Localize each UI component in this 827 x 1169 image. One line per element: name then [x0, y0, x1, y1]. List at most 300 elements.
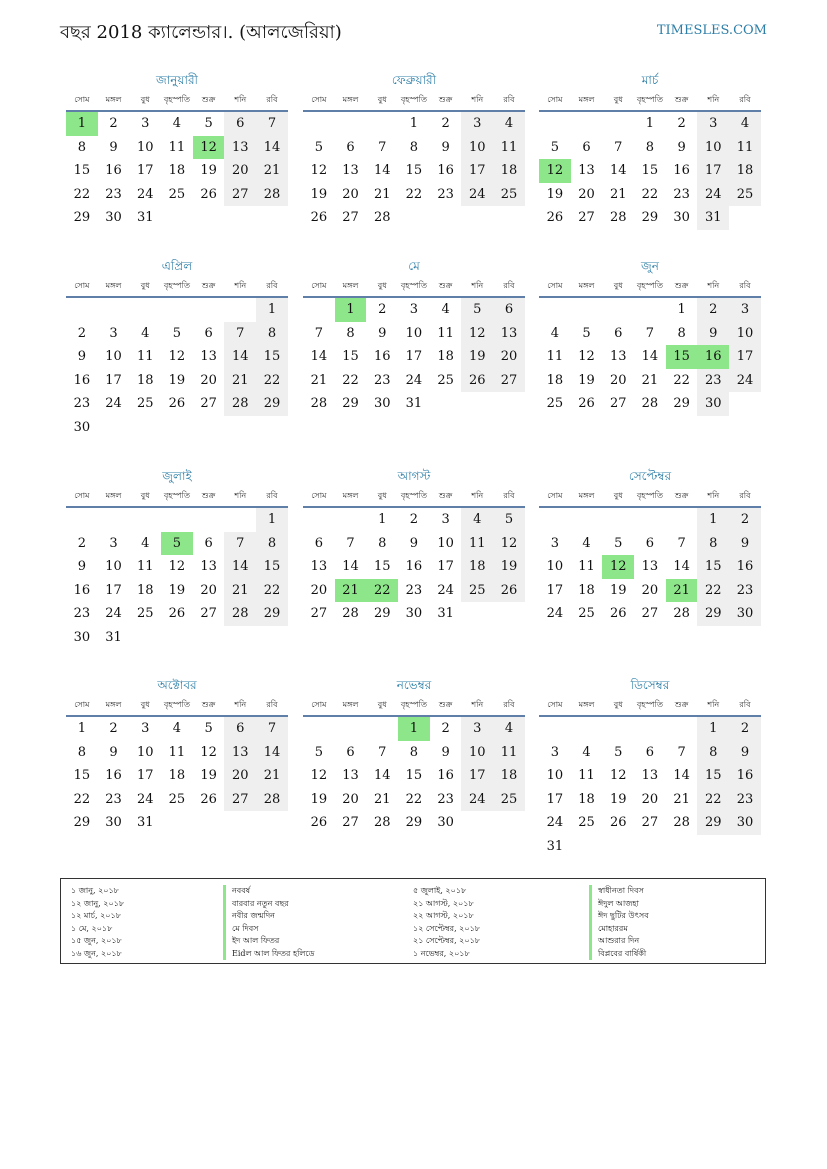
site-link[interactable]: TIMESLES.COM	[656, 23, 767, 38]
weekday-header	[66, 695, 288, 717]
day-cell: 18	[546, 372, 564, 388]
day-cell: 16	[405, 559, 423, 574]
week-row	[303, 345, 525, 369]
day-cell: 19	[493, 555, 525, 579]
legend-date: ১৬ জুন, ২০১৮	[71, 948, 122, 958]
day-cell: 4	[172, 116, 182, 131]
day-cell: 22	[73, 791, 91, 807]
weekday-label: সোম	[311, 280, 327, 290]
week-row	[66, 764, 288, 788]
weekday-label: মঙ্গল	[105, 94, 122, 104]
weekday-label: শুক্র	[438, 699, 453, 709]
day-cell: 12	[602, 555, 634, 579]
weekday-label: শনি	[234, 699, 247, 709]
day-cell: 27	[342, 210, 359, 225]
empty-cell	[461, 602, 493, 626]
week-row	[303, 298, 525, 322]
week-row	[303, 136, 525, 160]
day-cell: 16	[437, 768, 454, 783]
empty-cell	[602, 112, 634, 136]
day-cell: 29	[73, 210, 91, 225]
day-cell: 1	[398, 717, 430, 741]
empty-cell	[161, 811, 193, 835]
day-cell: 2	[677, 116, 686, 131]
weekday-label: বৃহস্পতি	[163, 94, 190, 104]
empty-cell	[193, 811, 225, 835]
day-cell: 7	[677, 535, 686, 551]
day-cell: 20	[224, 764, 256, 788]
weekday-label: শনি	[707, 490, 720, 500]
day-cell: 31	[437, 606, 454, 621]
day-cell: 9	[409, 535, 419, 551]
week-row	[66, 322, 288, 346]
day-cell: 9	[697, 322, 729, 346]
day-cell: 15	[256, 345, 288, 369]
weekday-label: বুধ	[613, 94, 623, 104]
empty-cell	[493, 811, 525, 835]
day-cell: 29	[697, 602, 729, 626]
day-cell: 2	[697, 298, 729, 322]
weekday-label: শনি	[707, 280, 720, 290]
day-cell: 11	[437, 325, 454, 341]
day-cell: 27	[578, 210, 595, 225]
week-row	[539, 741, 761, 765]
week-row	[66, 741, 288, 765]
day-cell: 12	[200, 744, 217, 760]
day-cell: 3	[729, 298, 761, 322]
week-row	[303, 322, 525, 346]
legend-date: ১ জানু, ২০১৮	[71, 886, 119, 895]
day-cell: 3	[109, 535, 118, 551]
day-cell: 23	[729, 788, 761, 812]
day-cell: 24	[136, 186, 154, 202]
day-cell: 18	[578, 791, 595, 807]
day-cell: 6	[314, 535, 323, 551]
legend-holiday: নবীর জন্মদিন	[223, 910, 315, 923]
weekday-label: সোম	[74, 94, 90, 104]
month-title: আগস্ট	[397, 469, 431, 483]
weekday-label: শনি	[471, 94, 484, 104]
month-title: অক্টোবর	[157, 678, 197, 692]
day-cell: 19	[310, 186, 328, 202]
day-cell: 15	[697, 555, 729, 579]
day-cell: 5	[161, 532, 193, 556]
day-cell: 4	[582, 535, 591, 551]
day-cell: 22	[366, 579, 398, 603]
day-cell: 24	[546, 606, 564, 621]
legend-holiday: Eidল আল ফিতর হলিডে	[223, 948, 315, 961]
day-cell: 10	[105, 349, 122, 364]
legend-holiday: নববর্ষ	[223, 885, 315, 898]
weekday-header	[66, 486, 288, 508]
weekday-label: বুধ	[377, 490, 387, 500]
weekday-label: শুক্র	[438, 280, 453, 290]
empty-cell	[461, 811, 493, 835]
day-cell: 23	[673, 186, 690, 202]
day-cell: 11	[168, 139, 186, 155]
weekday-label: বুধ	[613, 280, 623, 290]
day-cell: 4	[141, 325, 150, 341]
empty-cell	[571, 112, 603, 136]
weekday-label: বৃহস্পতি	[636, 699, 663, 709]
day-cell: 29	[673, 396, 690, 411]
day-cell: 19	[200, 768, 217, 783]
empty-cell	[602, 298, 634, 322]
day-cell: 16	[73, 582, 91, 598]
day-cell: 16	[673, 163, 690, 178]
month-title: মার্চ	[641, 73, 659, 87]
day-cell: 9	[441, 139, 450, 155]
week-row	[539, 183, 761, 207]
day-cell: 28	[641, 396, 659, 411]
day-cell: 27	[641, 606, 659, 621]
day-cell: 21	[373, 791, 391, 807]
day-cell: 3	[109, 325, 118, 341]
day-cell: 24	[405, 372, 423, 388]
day-cell: 18	[578, 582, 595, 598]
day-cell: 16	[697, 345, 729, 369]
empty-cell	[193, 206, 225, 230]
day-cell: 8	[256, 532, 288, 556]
weekday-label: রবি	[503, 699, 515, 709]
week-row	[539, 392, 761, 416]
day-cell: 8	[409, 744, 419, 760]
day-cell: 22	[256, 579, 288, 603]
day-cell: 20	[200, 582, 217, 598]
day-cell: 26	[461, 369, 493, 393]
empty-cell	[303, 508, 335, 532]
weekday-header	[66, 90, 288, 112]
empty-cell	[224, 298, 256, 322]
day-cell: 4	[493, 112, 525, 136]
day-cell: 30	[437, 815, 454, 830]
day-cell: 10	[437, 535, 454, 551]
weekday-label: শুক্র	[201, 699, 216, 709]
day-cell: 28	[224, 392, 256, 416]
day-cell: 2	[441, 721, 450, 736]
legend-right-names	[589, 885, 649, 960]
day-cell: 6	[224, 717, 256, 741]
day-cell: 2	[729, 717, 761, 741]
day-cell: 28	[256, 788, 288, 812]
weekday-label: সোম	[547, 280, 563, 290]
week-row	[66, 206, 288, 230]
day-cell: 8	[256, 322, 288, 346]
week-row	[66, 345, 288, 369]
empty-cell	[129, 416, 161, 440]
day-cell: 7	[256, 112, 288, 136]
empty-cell	[430, 206, 462, 230]
day-cell: 15	[256, 555, 288, 579]
day-cell: 27	[641, 815, 659, 830]
day-cell: 22	[342, 372, 359, 388]
weekday-label: বুধ	[140, 490, 150, 500]
day-cell: 27	[493, 369, 525, 393]
weekday-label: মঙ্গল	[342, 280, 359, 290]
month-title: জুলাই	[162, 469, 192, 483]
day-cell: 6	[346, 139, 355, 155]
weekday-label: বৃহস্পতি	[636, 94, 663, 104]
day-cell: 10	[546, 768, 564, 783]
day-cell: 25	[461, 579, 493, 603]
legend-right-dates	[413, 885, 480, 960]
weekday-label: মঙ্গল	[342, 699, 359, 709]
day-cell: 3	[461, 717, 493, 741]
day-cell: 13	[310, 559, 328, 574]
day-cell: 25	[136, 606, 154, 621]
day-cell: 2	[77, 325, 86, 341]
month-calendar	[539, 468, 761, 626]
day-cell: 25	[729, 183, 761, 207]
day-cell: 17	[136, 163, 154, 178]
day-cell: 18	[136, 372, 154, 388]
weekday-label: শুক্র	[674, 699, 689, 709]
day-cell: 10	[697, 136, 729, 160]
day-cell: 2	[109, 116, 118, 131]
weekday-label: বৃহস্পতি	[400, 280, 427, 290]
empty-cell	[571, 717, 603, 741]
weekday-label: বুধ	[377, 94, 387, 104]
day-cell: 22	[641, 186, 659, 202]
day-cell: 9	[378, 325, 387, 341]
empty-cell	[366, 112, 398, 136]
day-cell: 12	[609, 768, 627, 783]
day-cell: 15	[666, 345, 698, 369]
day-cell: 4	[441, 302, 450, 317]
day-cell: 23	[73, 396, 91, 411]
day-cell: 28	[373, 210, 391, 225]
day-cell: 17	[105, 582, 122, 598]
month-calendar	[66, 468, 288, 649]
day-cell: 30	[73, 629, 91, 645]
empty-cell	[161, 508, 193, 532]
empty-cell	[634, 835, 666, 859]
day-cell: 7	[614, 139, 623, 155]
day-cell: 26	[609, 815, 627, 830]
day-cell: 13	[224, 741, 256, 765]
day-cell: 20	[578, 186, 595, 202]
day-cell: 11	[136, 559, 154, 574]
month-calendar	[66, 72, 288, 230]
weekday-label: শনি	[234, 280, 247, 290]
day-cell: 20	[224, 159, 256, 183]
week-row	[303, 532, 525, 556]
weekday-label: শনি	[234, 490, 247, 500]
weekday-label: বুধ	[613, 699, 623, 709]
weekday-header	[66, 276, 288, 298]
week-row	[66, 369, 288, 393]
day-cell: 7	[224, 322, 256, 346]
empty-cell	[98, 416, 130, 440]
month-calendar	[303, 258, 525, 416]
day-cell: 28	[256, 183, 288, 207]
day-cell: 26	[546, 210, 564, 225]
weekday-label: রবি	[266, 94, 278, 104]
weekday-label: মঙ্গল	[578, 699, 595, 709]
day-cell: 21	[673, 791, 690, 807]
day-cell: 6	[224, 112, 256, 136]
day-cell: 11	[168, 744, 186, 760]
day-cell: 24	[105, 396, 122, 411]
weekday-label: শনি	[707, 699, 720, 709]
day-cell: 1	[256, 508, 288, 532]
weekday-label: রবি	[503, 490, 515, 500]
day-cell: 23	[729, 579, 761, 603]
month-title: ফেব্রুয়ারী	[391, 73, 437, 87]
day-cell: 11	[493, 741, 525, 765]
day-cell: 7	[677, 744, 686, 760]
holiday-legend	[60, 878, 766, 964]
day-cell: 13	[342, 768, 359, 783]
week-row	[539, 811, 761, 835]
empty-cell	[129, 626, 161, 650]
weekday-label: বৃহস্পতি	[400, 94, 427, 104]
week-row	[303, 717, 525, 741]
empty-cell	[493, 392, 525, 416]
day-cell: 23	[73, 606, 91, 621]
week-row	[539, 298, 761, 322]
week-row	[66, 555, 288, 579]
day-cell: 23	[437, 791, 454, 807]
empty-cell	[161, 298, 193, 322]
day-cell: 5	[314, 139, 323, 155]
day-cell: 13	[641, 559, 659, 574]
empty-cell	[697, 835, 729, 859]
day-cell: 8	[77, 139, 86, 155]
day-cell: 2	[441, 116, 450, 131]
weekday-label: শুক্র	[674, 94, 689, 104]
day-cell: 16	[73, 372, 91, 388]
legend-holiday: বিপ্লবের বার্ষিকী	[589, 948, 649, 961]
day-cell: 30	[729, 602, 761, 626]
legend-left-names	[223, 885, 315, 960]
day-cell: 23	[405, 582, 423, 598]
weekday-label: বৃহস্পতি	[163, 490, 190, 500]
day-cell: 20	[200, 372, 217, 388]
day-cell: 21	[373, 186, 391, 202]
day-cell: 15	[697, 764, 729, 788]
month-title: সেপ্টেম্বর	[628, 469, 672, 483]
day-cell: 25	[546, 396, 564, 411]
day-cell: 26	[609, 606, 627, 621]
day-cell: 1	[66, 112, 98, 136]
week-row	[303, 159, 525, 183]
day-cell: 4	[582, 744, 591, 760]
weekday-label: মঙ্গল	[342, 94, 359, 104]
week-row	[539, 112, 761, 136]
day-cell: 18	[437, 349, 454, 364]
day-cell: 30	[697, 392, 729, 416]
day-cell: 5	[550, 139, 559, 155]
day-cell: 6	[614, 325, 623, 341]
day-cell: 3	[697, 112, 729, 136]
legend-date: ১ নভেম্বর, ২০১৮	[413, 948, 470, 958]
empty-cell	[729, 392, 761, 416]
day-cell: 16	[437, 163, 454, 178]
day-cell: 14	[641, 349, 659, 364]
month-calendar	[303, 468, 525, 626]
weekday-label: রবি	[739, 699, 751, 709]
day-cell: 9	[441, 744, 450, 760]
week-row	[66, 183, 288, 207]
day-cell: 14	[256, 741, 288, 765]
legend-holiday: ঈদুল আজহা	[589, 898, 649, 911]
weekday-label: বৃহস্পতি	[636, 280, 663, 290]
day-cell: 27	[310, 606, 328, 621]
day-cell: 10	[136, 139, 154, 155]
day-cell: 17	[405, 349, 423, 364]
day-cell: 6	[204, 325, 213, 341]
day-cell: 2	[109, 721, 118, 736]
empty-cell	[666, 508, 698, 532]
weekday-header	[539, 276, 761, 298]
day-cell: 11	[729, 136, 761, 160]
empty-cell	[461, 206, 493, 230]
day-cell: 11	[136, 349, 154, 364]
weekday-label: শুক্র	[674, 490, 689, 500]
day-cell: 12	[578, 349, 595, 364]
day-cell: 24	[729, 369, 761, 393]
empty-cell	[539, 508, 571, 532]
legend-date: ১২ মার্চ, ২০১৮	[71, 911, 121, 920]
empty-cell	[335, 508, 367, 532]
empty-cell	[193, 416, 225, 440]
day-cell: 14	[373, 768, 391, 783]
month-calendar	[303, 677, 525, 835]
day-cell: 29	[697, 811, 729, 835]
week-row	[539, 555, 761, 579]
day-cell: 17	[437, 559, 454, 574]
day-cell: 29	[256, 602, 288, 626]
day-cell: 30	[105, 210, 122, 225]
empty-cell	[539, 112, 571, 136]
weekday-label: বুধ	[140, 280, 150, 290]
day-cell: 8	[697, 741, 729, 765]
week-row	[66, 811, 288, 835]
weekday-label: বৃহস্পতি	[163, 280, 190, 290]
empty-cell	[571, 835, 603, 859]
day-cell: 13	[578, 163, 595, 178]
day-cell: 5	[172, 325, 182, 341]
day-cell: 13	[641, 768, 659, 783]
day-cell: 6	[582, 139, 591, 155]
day-cell: 22	[405, 791, 423, 807]
week-row	[303, 112, 525, 136]
empty-cell	[98, 298, 130, 322]
day-cell: 4	[550, 325, 559, 341]
month-title: মে	[408, 259, 420, 273]
day-cell: 23	[105, 186, 122, 202]
day-cell: 12	[168, 349, 186, 364]
week-row	[303, 788, 525, 812]
day-cell: 21	[224, 579, 256, 603]
weekday-label: মঙ্গল	[105, 280, 122, 290]
weekday-label: রবি	[266, 490, 278, 500]
day-cell: 13	[493, 322, 525, 346]
weekday-label: মঙ্গল	[578, 490, 595, 500]
empty-cell	[161, 206, 193, 230]
day-cell: 11	[578, 768, 595, 783]
weekday-label: শুক্র	[201, 94, 216, 104]
day-cell: 24	[546, 815, 564, 830]
weekday-label: শনি	[471, 280, 484, 290]
legend-holiday: স্বাধীনতা দিবস	[589, 885, 649, 898]
day-cell: 12	[461, 322, 493, 346]
weekday-label: সোম	[74, 490, 90, 500]
day-cell: 14	[609, 163, 627, 178]
week-row	[539, 579, 761, 603]
day-cell: 20	[641, 791, 659, 807]
